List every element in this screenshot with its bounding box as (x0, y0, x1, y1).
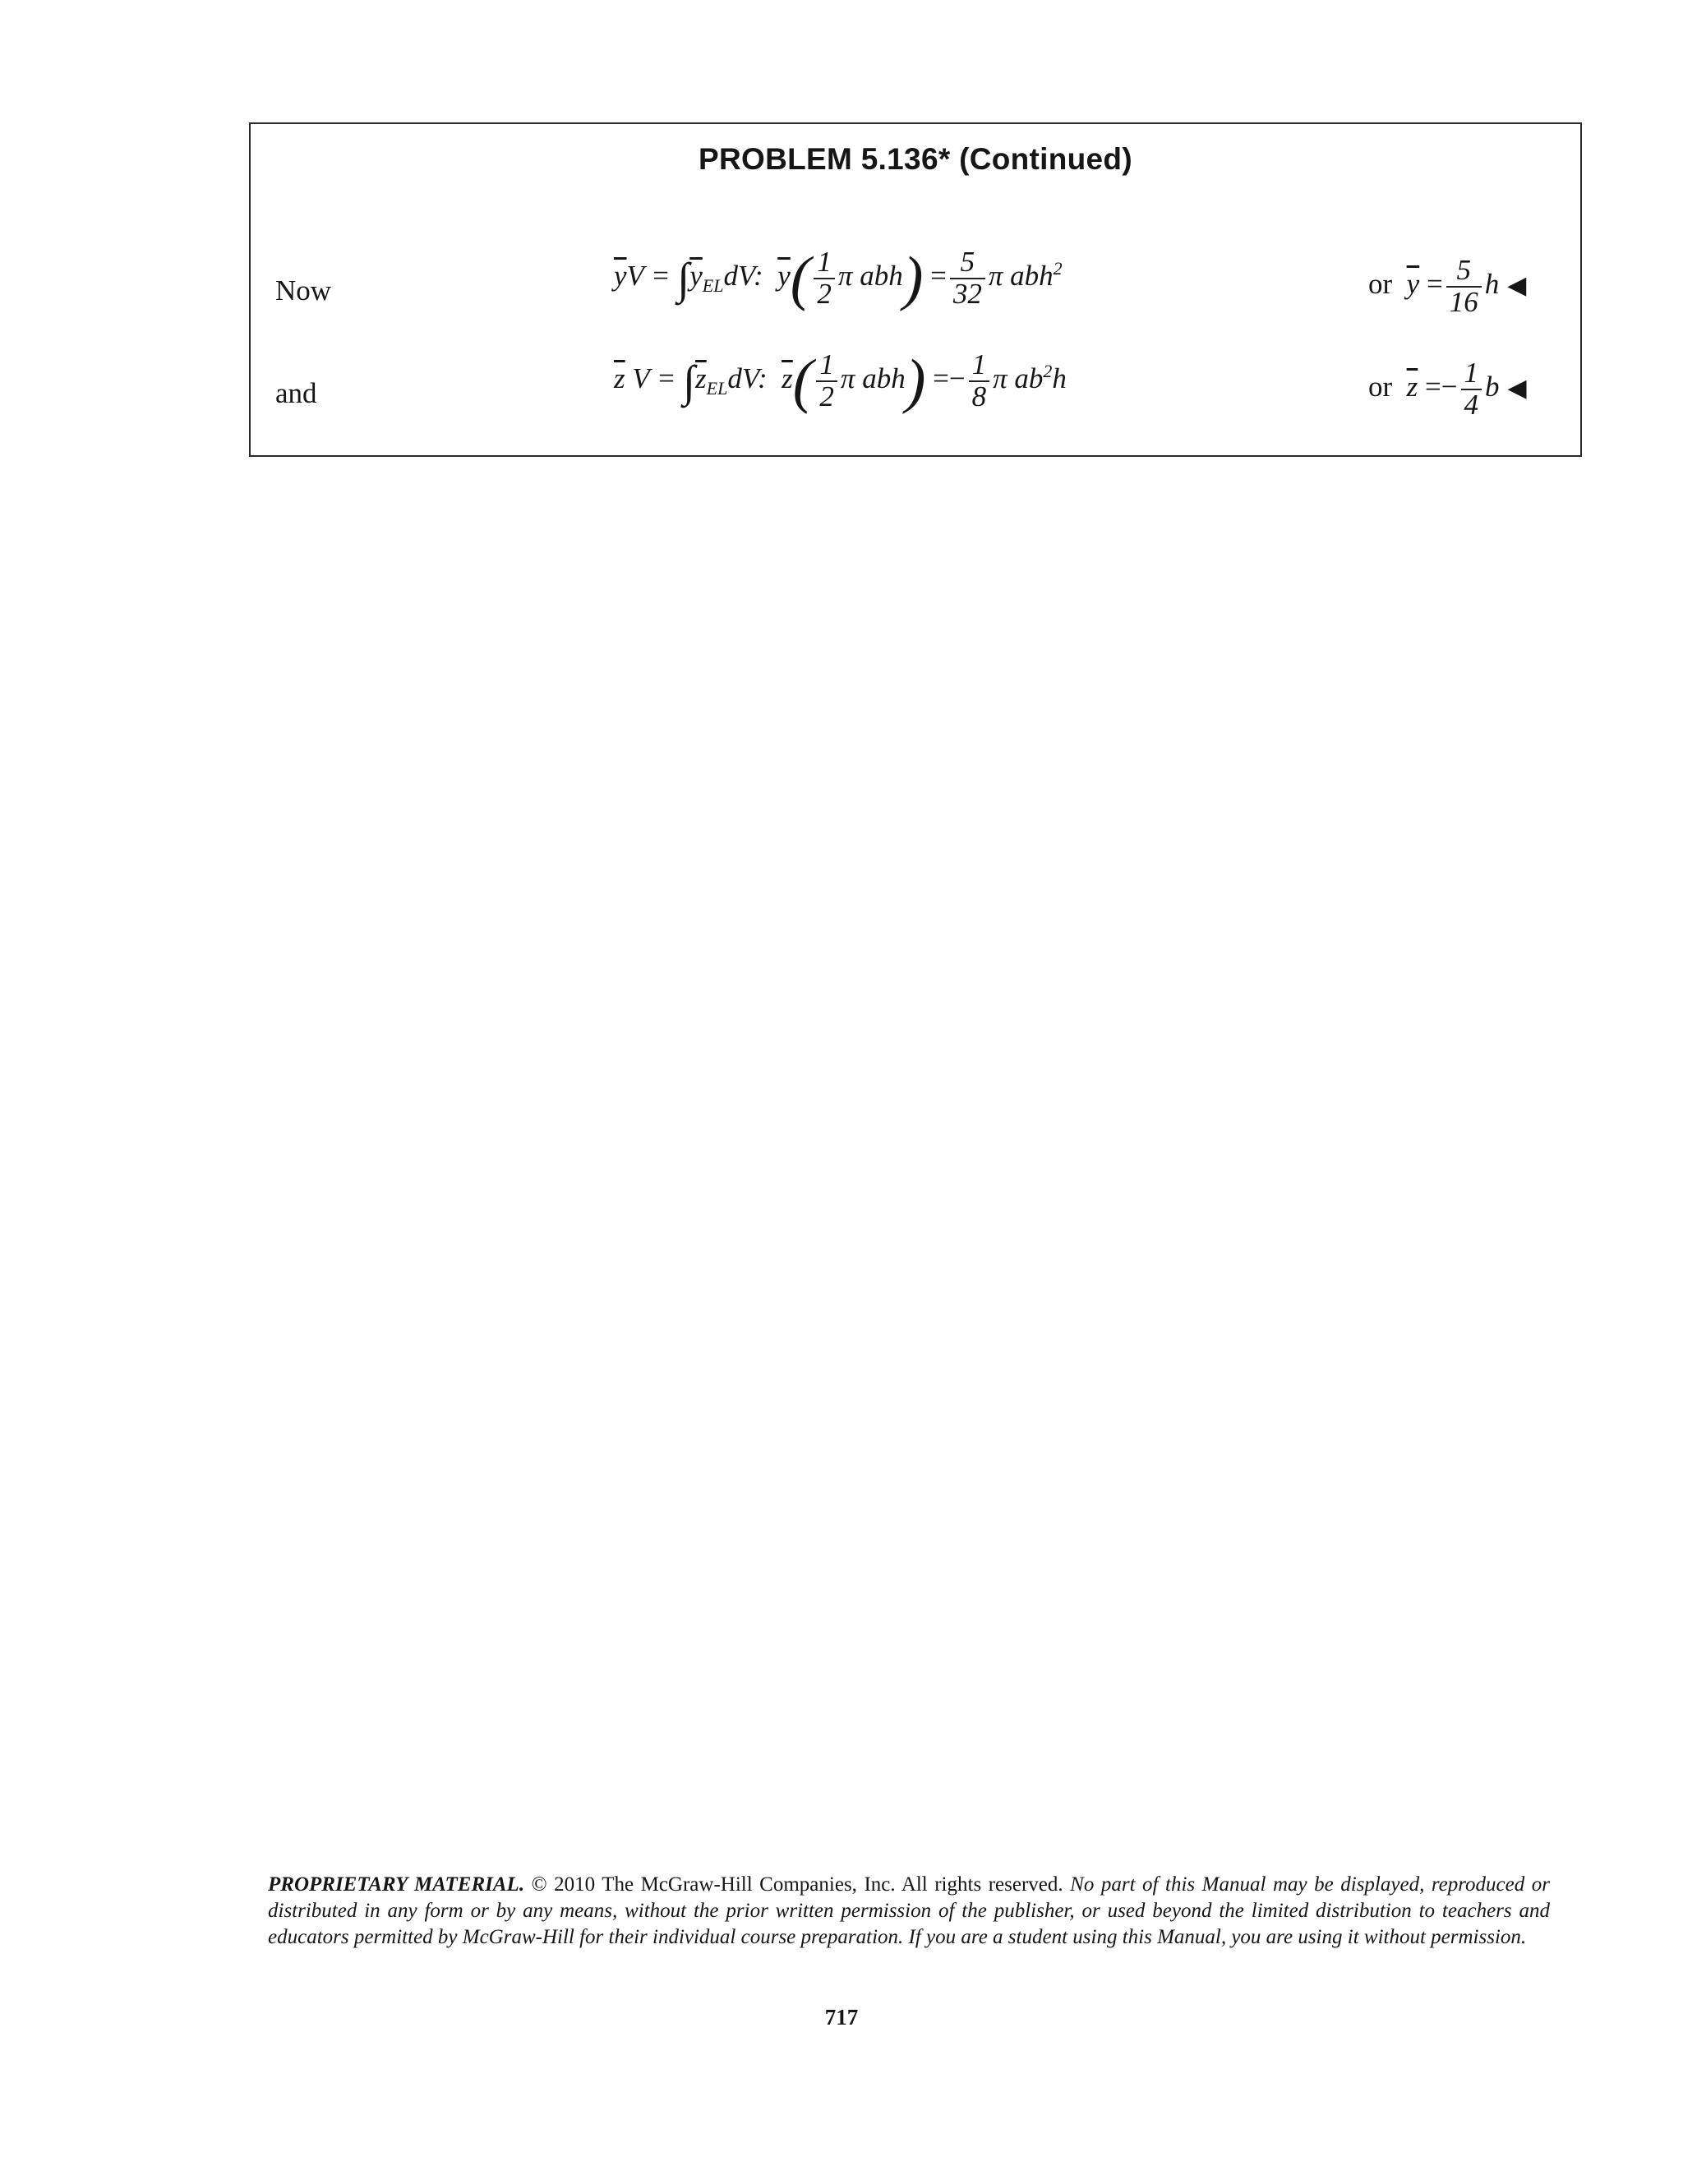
factor-symbol: $\overline{z}$ (782, 362, 793, 394)
y-bar-symbol: $\overline{y}$ (614, 259, 627, 292)
result-variable: $\overline{z}$ (1406, 370, 1418, 403)
result-tail: b (1485, 370, 1500, 403)
row-label-now: Now (275, 274, 332, 306)
equation-z-centroid (614, 347, 1067, 415)
equals-sign: = (933, 362, 949, 394)
proprietary-notice (268, 1872, 1550, 1951)
result-tail: h (1484, 267, 1500, 300)
inner-denominator: 2 (819, 380, 834, 412)
result-numerator: 5 (1446, 256, 1482, 288)
result-denominator: 4 (1464, 388, 1479, 421)
equals-sign: = (930, 259, 947, 292)
factor-symbol: $\overline{y}$ (777, 259, 791, 292)
inner-numerator: 1 (816, 350, 837, 382)
inner-fraction (814, 247, 835, 310)
inner-denominator: 2 (817, 277, 832, 310)
inner-tail: π abh (840, 362, 906, 394)
result-y (1368, 256, 1526, 318)
result-numerator: 1 (1461, 358, 1482, 390)
result-z (1368, 358, 1527, 421)
rhs-tail: π abh (988, 259, 1054, 292)
lhs-rest: V = (626, 259, 678, 292)
rhs-after: h (1052, 362, 1067, 394)
result-prefix: or (1368, 370, 1393, 403)
close-paren: ) (902, 244, 924, 312)
integrand-rest: dV: (727, 362, 768, 394)
row-label-and: and (275, 377, 317, 409)
rhs-superscript: 2 (1043, 361, 1053, 382)
integrand-subscript: EL (706, 377, 728, 399)
close-paren: ) (905, 347, 926, 415)
proprietary-label: PROPRIETARY MATERIAL. (268, 1873, 525, 1896)
rhs-sign: − (948, 362, 966, 394)
result-equals: = (1425, 370, 1441, 403)
open-paren: ( (790, 244, 811, 312)
result-equals: = (1426, 267, 1443, 300)
result-variable: $\overline{y}$ (1406, 267, 1420, 300)
problem-box (249, 122, 1582, 457)
lhs-rest: V = (625, 362, 684, 394)
equation-y-centroid (614, 244, 1063, 312)
integral-sign: ∫ (683, 356, 696, 406)
rhs-denominator: 8 (971, 380, 987, 412)
permission-notice: No part of this Manual may be displayed, reproduced or distributed in any form or by any means, without the prior written permission of the publisher, or used beyond the limited distribution to teachers and educators permitted by McGraw-Hill for their individual course preparation. If you are a student using this Manual, you are using it without permission. (268, 1873, 1550, 1948)
rhs-superscript: 2 (1053, 258, 1063, 279)
integrand-symbol: $\overline{y}$ (689, 259, 703, 292)
result-fraction (1461, 358, 1482, 421)
integral-sign: ∫ (677, 253, 690, 303)
inner-tail: π abh (837, 259, 903, 292)
rhs-fraction (969, 350, 990, 412)
integrand-subscript: EL (702, 274, 724, 296)
z-bar-symbol: $\overline{z}$ (614, 362, 625, 394)
result-fraction (1446, 256, 1482, 318)
result-denominator: 16 (1449, 285, 1478, 318)
answer-marker-icon: ◀ (1507, 271, 1527, 299)
rhs-fraction (950, 247, 985, 310)
rhs-tail: π ab (993, 362, 1044, 394)
page-number: 717 (824, 2005, 859, 2030)
inner-numerator: 1 (814, 247, 835, 279)
copyright-text: © 2010 The McGraw-Hill Companies, Inc. All rights reserved. (524, 1873, 1071, 1896)
answer-marker-icon: ◀ (1507, 374, 1527, 402)
problem-title: PROBLEM 5.136* (Continued) (699, 142, 1132, 176)
rhs-numerator: 1 (969, 350, 990, 382)
rhs-numerator: 5 (950, 247, 985, 279)
result-sign: − (1441, 370, 1458, 403)
open-paren: ( (792, 347, 814, 415)
rhs-denominator: 32 (952, 277, 982, 310)
result-prefix: or (1368, 267, 1393, 300)
integrand-symbol: $\overline{z}$ (695, 362, 707, 394)
inner-fraction (816, 350, 837, 412)
integrand-rest: dV: (723, 259, 763, 292)
